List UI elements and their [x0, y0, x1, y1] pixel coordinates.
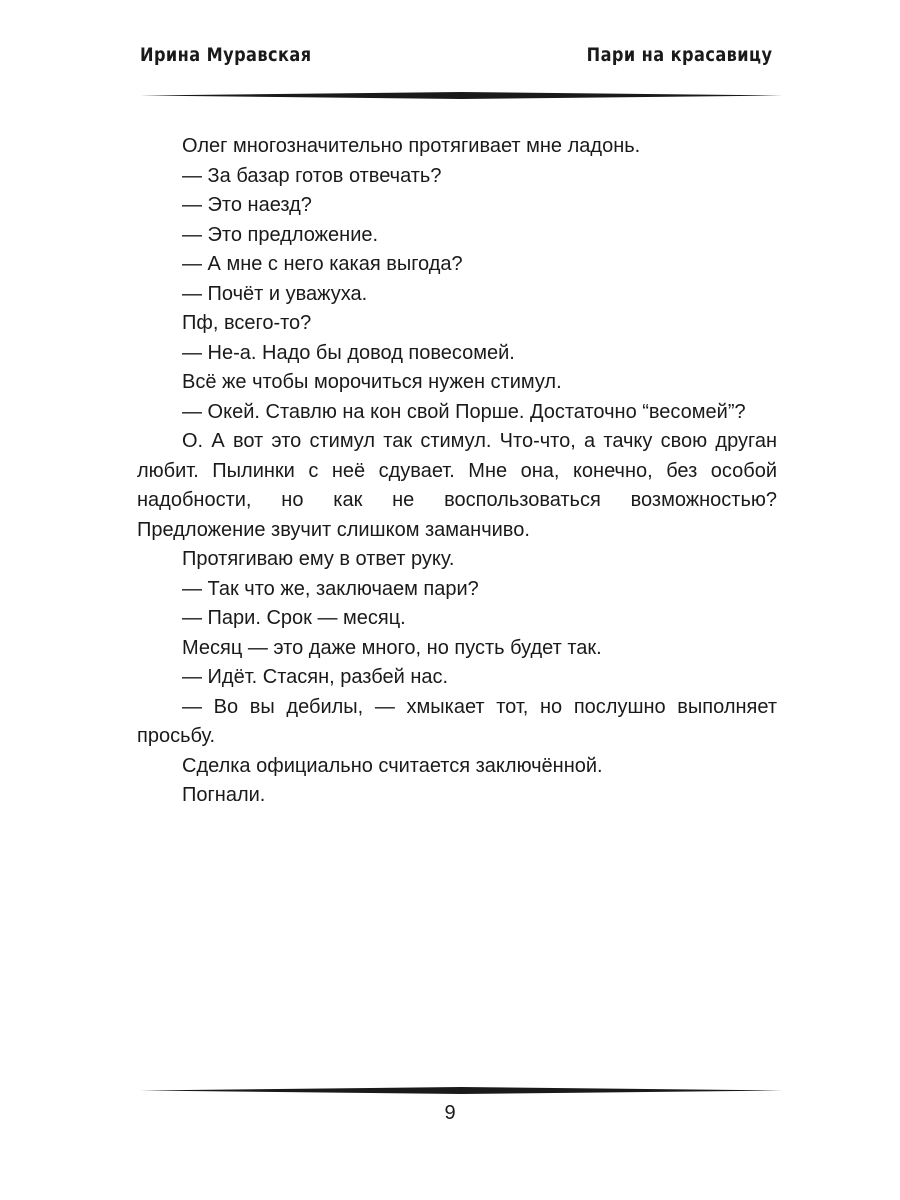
- paragraph: Месяц — это даже много, но пусть будет так.: [182, 636, 602, 659]
- paragraph: — Это наезд?: [182, 194, 312, 216]
- running-header: [140, 44, 773, 74]
- paragraph: — Пари. Срок — месяц.: [182, 607, 406, 629]
- paragraph: Погнали.: [182, 784, 266, 806]
- paragraph: — Не-а. Надо бы довод повесомей.: [182, 341, 515, 364]
- header-rule: [140, 92, 782, 99]
- paragraph: Олег многозначительно протягивает мне ладонь.: [182, 135, 641, 157]
- page-number: 9: [444, 1102, 456, 1124]
- paragraph: — Идёт. Стасян, разбей нас.: [182, 666, 449, 688]
- paragraph: Сделка официально считается заключённой.: [182, 754, 603, 777]
- paragraph: Пф, всего-то?: [182, 312, 312, 334]
- paragraph: Протягиваю ему в ответ руку.: [182, 548, 455, 570]
- paragraph: О. А вот это стимул так стимул. Что-что, а тачку свою друган любит. Пылинки с неё сдувает. Мне она, конечно, без особой надобности, но как не воспользоваться возможностью? Предложение звучит слишком заманчиво.: [137, 430, 777, 541]
- header-author: Ирина Муравская: [140, 44, 312, 66]
- paragraph: — А мне с него какая выгода?: [182, 253, 463, 275]
- paragraph: — Во вы дебилы, — хмыкает тот, но послушно выполняет просьбу.: [137, 695, 777, 747]
- paragraph: — Это предложение.: [182, 223, 379, 246]
- paragraph: — Почёт и уважуха.: [182, 282, 368, 305]
- paragraph: — Окей. Ставлю на кон свой Порше. Достаточно “весомей”?: [182, 400, 746, 423]
- paragraph: — Так что же, заключаем пари?: [182, 577, 479, 600]
- header-title: Пари на красавицу: [586, 44, 773, 66]
- paragraph: Всё же чтобы морочиться нужен стимул.: [182, 371, 562, 393]
- page-body: [137, 132, 777, 811]
- footer-rule: [140, 1087, 782, 1094]
- paragraph: — За базар готов отвечать?: [182, 164, 442, 187]
